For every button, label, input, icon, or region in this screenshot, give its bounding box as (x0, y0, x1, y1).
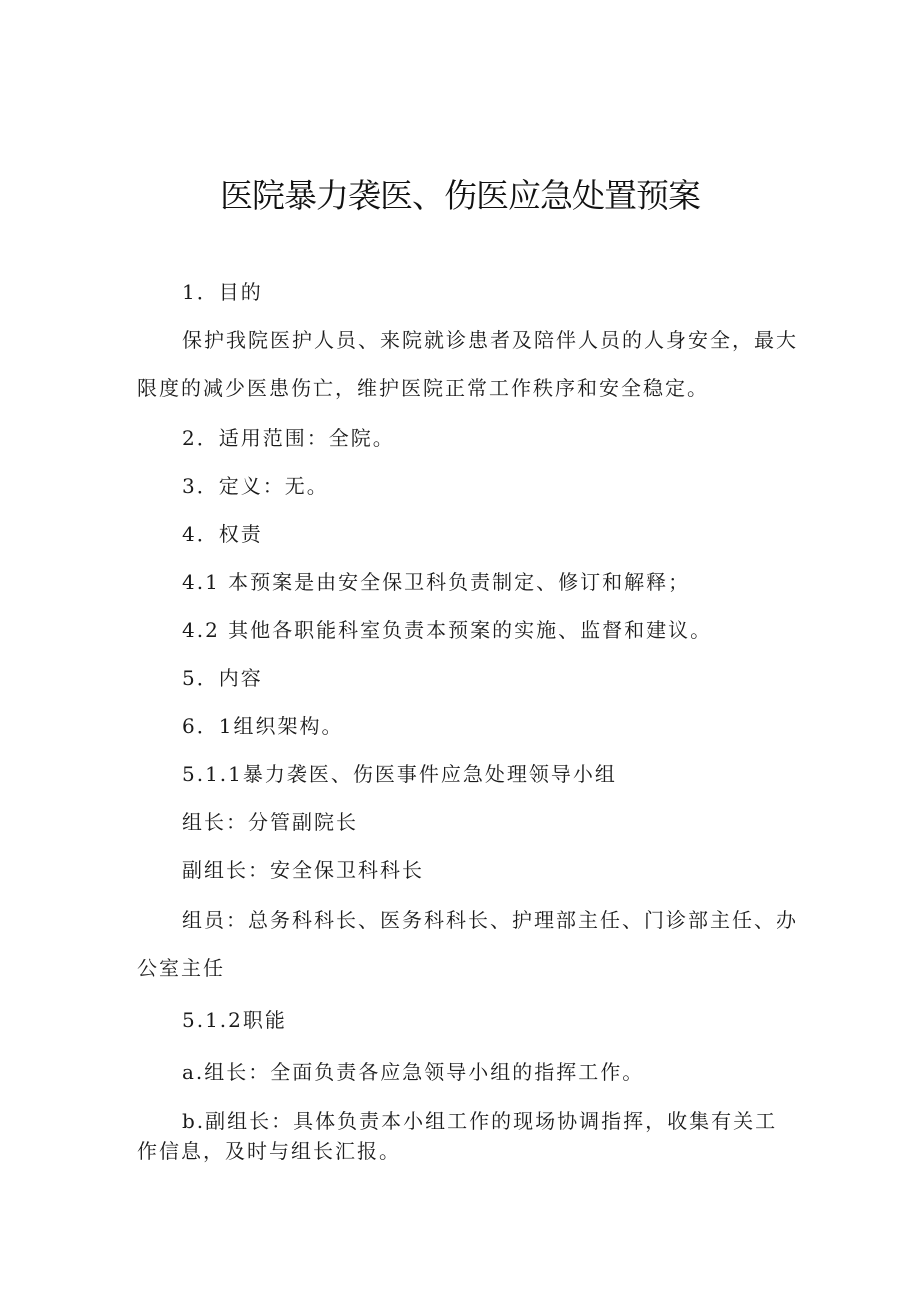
section-2-scope: 2．适用范围：全院。 (182, 426, 395, 450)
section-4-heading: 4．权责 (182, 522, 263, 546)
document-title: 医院暴力袭医、伤医应急处置预案 (220, 176, 700, 215)
members-line-2: 公室主任 (137, 956, 225, 980)
purpose-line-1: 保护我院医护人员、来院就诊患者及陪伴人员的人身安全，最大 (182, 328, 798, 352)
section-5-heading: 5．内容 (182, 666, 263, 690)
members-line-1: 组员：总务科科长、医务科科长、护理部主任、门诊部主任、办 (182, 908, 798, 932)
deputy-leader-line: 副组长：安全保卫科科长 (182, 858, 424, 882)
leader-line: 组长：分管副院长 (182, 810, 358, 834)
duty-b: b.副组长：具体负责本小组工作的现场协调指挥，收集有关工作信息，及时与组长汇报。 (137, 1109, 778, 1163)
item-6-1: 6．1组织架构。 (182, 714, 344, 738)
item-5-1-1: 5.1.1暴力袭医、伤医事件应急处理领导小组 (182, 762, 617, 786)
duty-a: a.组长：全面负责各应急领导小组的指挥工作。 (182, 1060, 645, 1084)
item-4-1: 4.1 本预案是由安全保卫科负责制定、修订和解释； (182, 570, 691, 594)
item-5-1-2: 5.1.2职能 (182, 1008, 287, 1032)
section-1-heading: 1．目的 (182, 280, 263, 304)
section-3-definition: 3．定义：无。 (182, 474, 329, 498)
item-4-2: 4.2 其他各职能科室负责本预案的实施、监督和建议。 (182, 618, 713, 642)
purpose-line-2: 限度的减少医患伤亡，维护医院正常工作秩序和安全稳定。 (137, 376, 709, 400)
